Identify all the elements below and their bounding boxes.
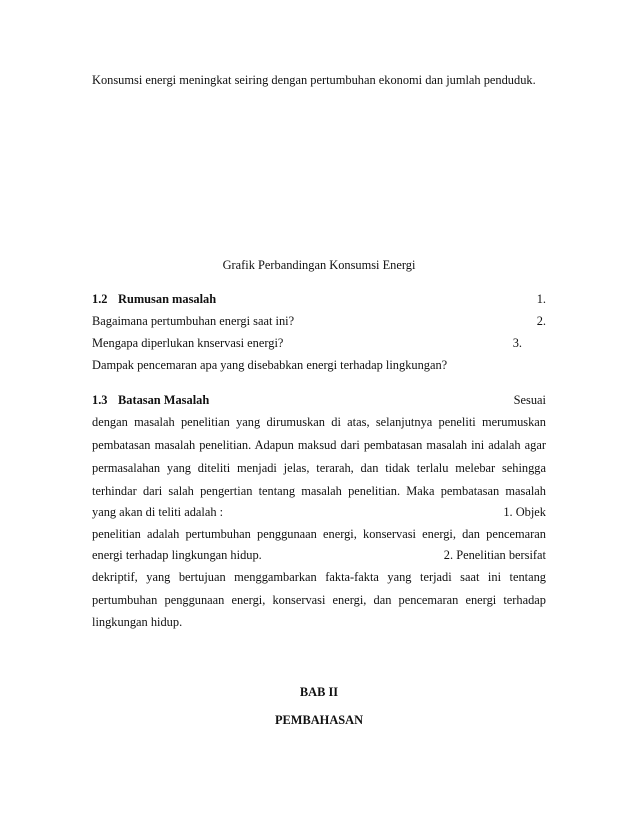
paragraph-line: dekriptif, yang bertujuan menggambarkan fakta-fakta yang terjadi saat ini tentang xyxy=(92,570,546,584)
paragraph-line: dengan masalah penelitian yang dirumuskan di atas, selanjutnya peneliti merumuskan xyxy=(92,415,546,429)
paragraph-line-left: yang akan di teliti adalah : xyxy=(92,505,224,519)
section-1-3-trailing-word: Sesuai xyxy=(513,393,546,407)
paragraph-line: pembatasan masalah penelitian. Adapun maksud dari pembatasan masalah ini adalah agar xyxy=(92,438,546,452)
section-1-2-title: Rumusan masalah xyxy=(118,292,217,306)
paragraph-line-right: 1. Objek xyxy=(503,505,546,519)
section-1-2-line-3 xyxy=(92,335,522,351)
list-marker-2: 2. xyxy=(536,314,546,328)
paragraph-line: penelitian adalah pertumbuhan penggunaan energi, konservasi energi, dan pencemaran xyxy=(92,527,546,541)
list-marker-1: 1. xyxy=(536,292,546,306)
paragraph-line: terhindar dari salah pengertian tentang masalah penelitian. Maka pembatasan masalah xyxy=(92,484,546,498)
section-1-2-line-2 xyxy=(92,313,546,329)
chapter-label: BAB II xyxy=(299,685,339,699)
section-1-2-number: 1.2 xyxy=(92,292,108,306)
list-marker-3: 3. xyxy=(512,336,522,350)
section-1-3-heading xyxy=(92,392,209,408)
paragraph-line: pertumbuhan penggunaan energi, konservasi energi, dan pencemaran energi terhadap xyxy=(92,593,546,607)
paragraph-line: permasalahan yang diteliti menjadi jelas, terarah, dan tidak terlalu melebar sehingga xyxy=(92,461,546,475)
question-2-text: Mengapa diperlukan knservasi energi? xyxy=(92,336,284,350)
figure-caption: Grafik Perbandingan Konsumsi Energi xyxy=(222,258,416,272)
section-1-3-number: 1.3 xyxy=(92,393,108,407)
section-1-3-heading-row xyxy=(92,392,546,408)
question-3-text: Dampak pencemaran apa yang disebabkan energi terhadap lingkungan? xyxy=(92,358,448,372)
intro-paragraph: Konsumsi energi meningkat seiring dengan pertumbuhan ekonomi dan jumlah penduduk. xyxy=(92,73,536,87)
paragraph-line-last: lingkungan hidup. xyxy=(92,615,183,629)
section-1-3-title: Batasan Masalah xyxy=(118,393,210,407)
section-1-2-heading-row xyxy=(92,291,546,307)
paragraph-line-left: energi terhadap lingkungan hidup. xyxy=(92,548,262,562)
section-1-2-heading xyxy=(92,291,216,307)
chapter-title: PEMBAHASAN xyxy=(274,713,364,727)
question-1-text: Bagaimana pertumbuhan energi saat ini? xyxy=(92,314,295,328)
paragraph-line-right: 2. Penelitian bersifat xyxy=(443,548,546,562)
paragraph-line-split xyxy=(92,547,546,563)
paragraph-line-split xyxy=(92,504,546,520)
